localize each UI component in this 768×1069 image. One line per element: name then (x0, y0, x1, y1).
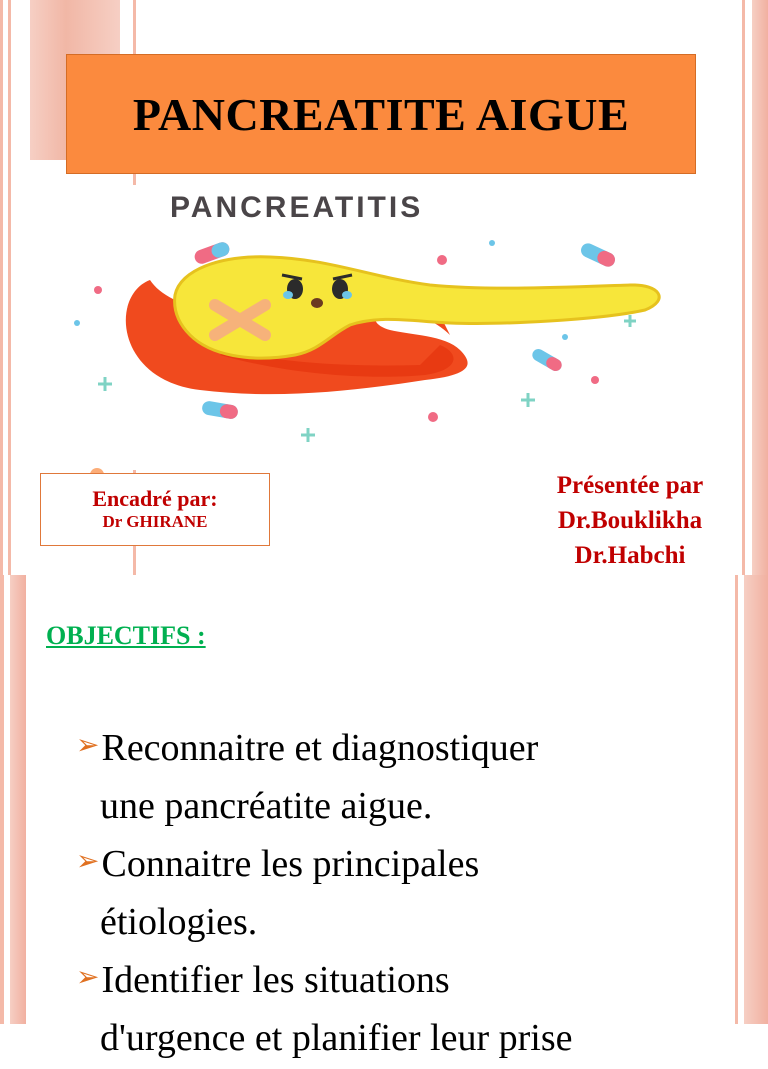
list-item (76, 837, 716, 949)
sad-pancreas-illustration (30, 185, 740, 470)
arrow-bullet-icon: ➢ (76, 730, 100, 761)
presenters-label: Présentée par (556, 472, 704, 499)
supervisor-name: Dr GHIRANE (102, 512, 208, 531)
bullet-text: Identifier les situations (101, 959, 450, 1001)
bullet-text: d'urgence et planifier leur prise (100, 1017, 573, 1059)
bullet-text: étiologies. (100, 901, 258, 943)
presenter-name: Dr.Bouklikha (557, 507, 703, 534)
supervisor-box (40, 473, 270, 546)
decor-stripe (735, 575, 738, 1024)
decor-stripe (0, 575, 4, 1024)
arrow-bullet-icon: ➢ (76, 962, 100, 993)
objectives-heading: OBJECTIFS : (46, 621, 206, 650)
presenter-name: Dr.Habchi (574, 542, 686, 569)
illustration-heading: PANCREATITIS (170, 191, 424, 224)
supervisor-label: Encadré par: (92, 486, 218, 511)
bullet-text: Reconnaitre et diagnostiquer (101, 727, 539, 769)
decor-stripe (752, 0, 768, 575)
pancreatitis-illustration (30, 185, 740, 470)
decor-stripe (744, 575, 768, 1024)
decor-stripe (0, 0, 3, 575)
objectives-list (76, 721, 716, 1069)
decor-stripe (742, 0, 745, 575)
presenters-block (520, 468, 740, 573)
arrow-bullet-icon: ➢ (76, 846, 100, 877)
page-title: PANCREATITE AIGUE (132, 88, 630, 140)
objectives-slide (0, 575, 768, 1059)
decor-stripe (10, 575, 26, 1024)
title-banner (66, 54, 696, 174)
bullet-text: Connaitre les principales (101, 843, 480, 885)
list-item (76, 721, 716, 833)
list-item (76, 953, 716, 1065)
decor-stripe (8, 0, 11, 575)
bullet-text: une pancréatite aigue. (100, 785, 433, 827)
